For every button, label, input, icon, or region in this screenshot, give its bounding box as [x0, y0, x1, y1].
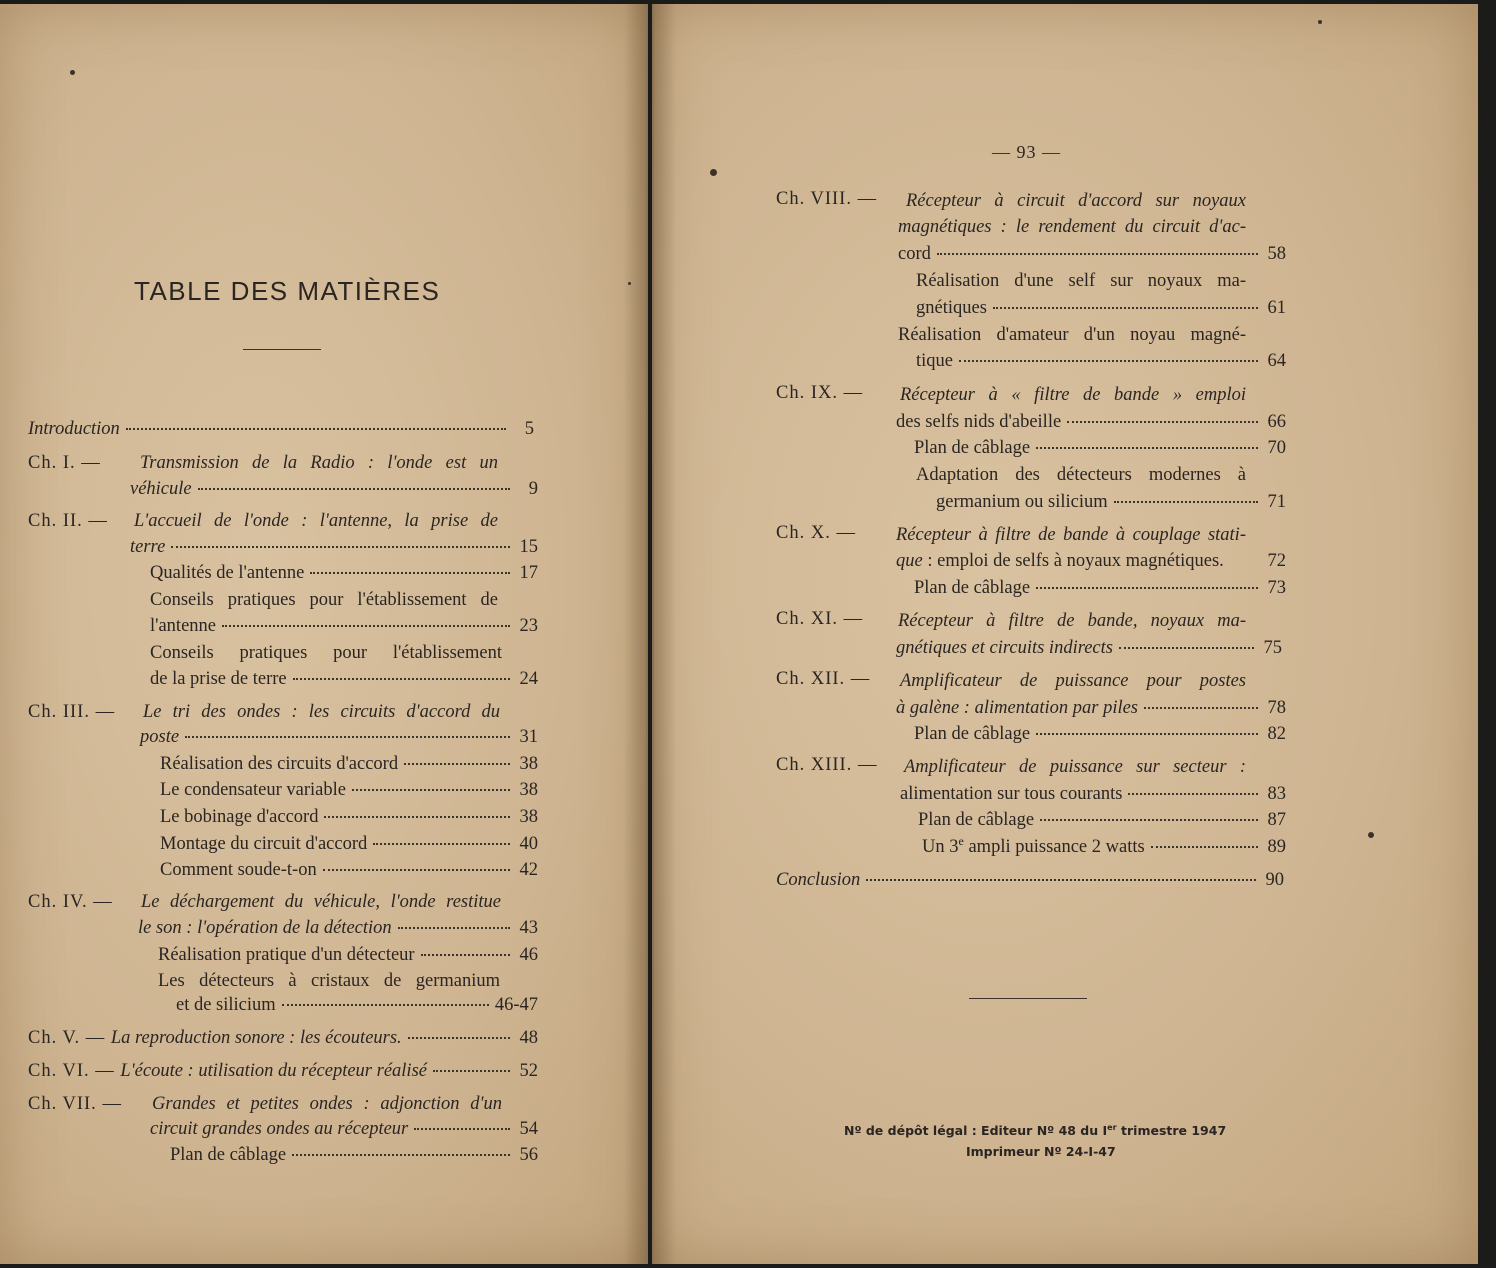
dot-leader	[1128, 793, 1258, 795]
page-ref: 58	[1267, 244, 1286, 264]
toc-subentry	[160, 804, 538, 830]
entry-label: Plan de câblage	[914, 724, 1031, 744]
toc-entry-ch4	[138, 915, 538, 941]
page-ref: 66	[1267, 412, 1286, 432]
chapter-title-line: L'accueil de l'onde : l'antenne, la prise de	[134, 511, 498, 531]
em-dash: —	[843, 609, 864, 629]
page-ref: 70	[1267, 438, 1286, 458]
chapter-title-line: Le déchargement du véhicule, l'onde restitue	[141, 892, 501, 912]
em-dash: —	[836, 523, 856, 543]
toc-entry-ch7	[150, 1116, 538, 1142]
subentry-line: Adaptation des détecteurs modernes à	[916, 465, 1246, 485]
dot-leader	[1067, 421, 1258, 423]
dot-leader	[323, 869, 510, 871]
entry-label	[922, 834, 1145, 860]
chapter-num-text: Ch. VI.	[28, 1061, 90, 1081]
entry-label	[896, 548, 1224, 574]
entry-label: Introduction	[28, 419, 120, 439]
toc-entry-ch8	[898, 241, 1286, 267]
entry-label: L'écoute : utilisation du récepteur réalisé	[120, 1061, 427, 1081]
em-dash: —	[85, 1028, 106, 1048]
page-ref: 5	[524, 419, 534, 439]
entry-label: Réalisation des circuits d'accord	[160, 754, 399, 774]
dot-leader	[222, 625, 510, 627]
page-ref: 15	[519, 537, 538, 557]
dot-leader	[1144, 707, 1258, 709]
dot-leader	[1040, 819, 1258, 821]
chapter-num-text: Ch. VIII.	[776, 189, 852, 209]
toc-subentry	[922, 834, 1286, 860]
chapter-num-text: Ch. XI.	[776, 609, 838, 629]
left-page	[0, 4, 648, 1264]
dot-leader	[198, 488, 510, 490]
entry-label: Comment soude-t-on	[160, 860, 317, 880]
dot-leader	[993, 307, 1258, 309]
dot-leader	[185, 736, 510, 738]
dot-leader	[373, 843, 510, 845]
chapter-title-line: magnétiques : le rendement du circuit d'ac-	[898, 217, 1246, 237]
toc-entry-ch11	[896, 635, 1282, 661]
toc-subentry	[170, 1142, 538, 1168]
toc-entry-ch6	[28, 1058, 538, 1084]
dot-leader	[171, 546, 510, 548]
page-ref: 31	[519, 727, 538, 747]
toc-entry-ch9	[896, 409, 1286, 435]
toc-subentry	[914, 575, 1286, 601]
page-ref: 23	[519, 616, 538, 636]
chapter-number	[776, 380, 863, 406]
dot-leader	[866, 879, 1256, 881]
toc-subentry	[916, 295, 1286, 321]
toc-subentry	[160, 831, 538, 857]
chapter-num-text: Ch. XIII.	[776, 755, 853, 775]
legal-text: Nº de dépôt légal : Editeur Nº 48 du I	[844, 1123, 1108, 1138]
toc-entry-introduction	[28, 416, 534, 442]
dot-leader	[1119, 647, 1254, 649]
entry-label: circuit grandes ondes au récepteur	[150, 1119, 409, 1139]
chapter-number	[776, 186, 877, 212]
toc-subentry	[150, 666, 538, 692]
entry-label: l'antenne	[150, 616, 216, 636]
page-ref: 73	[1267, 578, 1286, 598]
page-ref: 90	[1265, 870, 1284, 890]
spine-shadow	[624, 4, 646, 1264]
page-ref: 75	[1263, 638, 1282, 658]
em-dash: —	[857, 189, 878, 209]
entry-label: tique	[916, 351, 953, 371]
subentry-line: Conseils pratiques pour l'établissement de	[150, 590, 498, 610]
toc-subentry	[936, 489, 1286, 515]
toc-subentry	[160, 857, 538, 883]
em-dash: —	[95, 702, 116, 722]
dot-leader	[414, 1128, 510, 1130]
paper-speck	[628, 282, 631, 285]
chapter-title-line: Amplificateur de puissance sur secteur :	[904, 757, 1246, 777]
entry-label: des selfs nids d'abeille	[896, 412, 1062, 432]
toc-entry-ch12	[896, 695, 1286, 721]
chapter-num-text: Ch. X.	[776, 523, 831, 543]
entry-label: Plan de câblage	[170, 1145, 287, 1165]
chapter-number	[776, 606, 863, 632]
chapter-number	[28, 450, 101, 476]
page-ref: 61	[1267, 298, 1286, 318]
dot-leader	[293, 678, 510, 680]
toc-entry-ch1	[130, 476, 538, 502]
dot-leader	[126, 428, 506, 430]
chapter-title-line: Transmission de la Radio : l'onde est un	[140, 453, 498, 473]
dot-leader	[408, 1037, 510, 1039]
subentry-line: Conseils pratiques pour l'établissement	[150, 643, 502, 663]
dot-leader	[352, 789, 510, 791]
chapter-title-line: Amplificateur de puissance pour postes	[900, 671, 1246, 691]
chapter-title-line: Récepteur à filtre de bande à couplage stati-	[896, 525, 1246, 545]
page-ref: 38	[519, 807, 538, 827]
entry-label: cord	[898, 244, 931, 264]
page-ref: 82	[1267, 724, 1286, 744]
entry-label: Le bobinage d'accord	[160, 807, 319, 827]
page-ref: 78	[1267, 698, 1286, 718]
entry-label: à galène : alimentation par piles	[896, 698, 1139, 718]
chapter-number	[28, 699, 115, 725]
em-dash: —	[850, 669, 871, 689]
page-ref: 64	[1267, 351, 1286, 371]
end-rule	[969, 998, 1087, 999]
page-ref: 24	[519, 669, 538, 689]
chapter-number	[28, 1091, 122, 1117]
chapter-num-text: Ch. V.	[28, 1028, 81, 1048]
superscript: e	[958, 833, 964, 848]
page-ref: 89	[1267, 837, 1286, 857]
entry-label: et de silicium	[176, 995, 276, 1015]
dot-leader	[1036, 447, 1258, 449]
page-ref: 38	[519, 754, 538, 774]
em-dash: —	[88, 511, 108, 531]
toc-subentry	[158, 942, 538, 968]
chapter-num-text: Ch. IX.	[776, 383, 838, 403]
page-ref: 43	[519, 918, 538, 938]
toc-subentry	[918, 807, 1286, 833]
toc-subentry	[150, 560, 538, 586]
dot-leader	[310, 572, 510, 574]
toc-subentry	[160, 777, 538, 803]
dot-leader	[398, 927, 510, 929]
dot-leader	[421, 954, 510, 956]
entry-label: Plan de câblage	[918, 810, 1035, 830]
page-ref: 46-47	[494, 995, 538, 1015]
chapter-title-line: Le tri des ondes : les circuits d'accord du	[143, 702, 500, 722]
dot-leader	[937, 253, 1258, 255]
entry-label: La reproduction sonore : les écouteurs.	[110, 1028, 402, 1048]
entry-label-italic: que	[896, 551, 923, 571]
page-ref: 40	[519, 834, 538, 854]
page-ref: 48	[519, 1028, 538, 1048]
dot-leader	[1151, 846, 1258, 848]
entry-label: germanium ou silicium	[936, 492, 1108, 512]
chapter-num-text: Ch. XII.	[776, 669, 846, 689]
printer-line: Imprimeur Nº 24-I-47	[966, 1144, 1116, 1159]
page-ref: 42	[519, 860, 538, 880]
toc-entry-ch5	[28, 1025, 538, 1051]
chapter-number	[28, 508, 108, 534]
chapter-title-line: Récepteur à filtre de bande, noyaux ma-	[898, 611, 1246, 631]
spine-shadow	[654, 4, 676, 1264]
subentry-line: Réalisation d'amateur d'un noyau magné-	[898, 325, 1246, 345]
entry-label: Plan de câblage	[914, 438, 1031, 458]
chapter-title-line: Récepteur à circuit d'accord sur noyaux	[906, 191, 1246, 211]
chapter-number	[28, 1025, 402, 1051]
page-ref: 83	[1267, 784, 1286, 804]
toc-subentry	[916, 348, 1286, 374]
chapter-number	[28, 889, 113, 915]
entry-label: Qualités de l'antenne	[150, 563, 305, 583]
dot-leader	[404, 763, 510, 765]
toc-subentry	[150, 613, 538, 639]
em-dash: —	[102, 1094, 122, 1114]
page-ref: 87	[1267, 810, 1286, 830]
chapter-number	[28, 1058, 427, 1084]
dot-leader	[433, 1070, 510, 1072]
em-dash: —	[93, 892, 113, 912]
page-ref: 54	[519, 1119, 538, 1139]
subentry-line: Les détecteurs à cristaux de germanium	[158, 971, 500, 991]
paper-speck	[1318, 20, 1322, 24]
em-dash: —	[857, 755, 878, 775]
dot-leader	[324, 816, 510, 818]
page-ref: 9	[528, 479, 538, 499]
toc-subentry	[914, 435, 1286, 461]
paper-speck	[710, 169, 717, 176]
chapter-number	[776, 752, 877, 778]
page-title: TABLE DES MATIÈRES	[134, 276, 441, 306]
chapter-title-line: Récepteur à « filtre de bande » emploi	[900, 385, 1246, 405]
page-ref: 72	[1267, 551, 1286, 571]
superscript: er	[1107, 1121, 1117, 1132]
entry-label: véhicule	[130, 479, 192, 499]
entry-label: gnétiques	[916, 298, 987, 318]
page-number: — 93 —	[992, 142, 1061, 162]
page-ref: 56	[519, 1145, 538, 1165]
toc-entry-ch3	[140, 724, 538, 750]
label-part: ampli puissance 2 watts	[963, 837, 1145, 857]
entry-label: poste	[140, 727, 180, 747]
toc-entry-ch2	[130, 534, 538, 560]
entry-label: Plan de câblage	[914, 578, 1031, 598]
legal-deposit-line	[844, 1123, 1226, 1138]
chapter-title-line: Grandes et petites ondes : adjonction d'un	[152, 1094, 502, 1114]
chapter-number	[776, 520, 856, 546]
entry-label: alimentation sur tous courants	[900, 784, 1123, 804]
dot-leader	[282, 1004, 489, 1006]
page-ref: 17	[519, 563, 538, 583]
dot-leader	[1114, 501, 1258, 503]
subentry-line: Réalisation d'une self sur noyaux ma-	[916, 271, 1246, 291]
paper-speck	[70, 70, 75, 75]
em-dash: —	[843, 383, 864, 403]
legal-text: trimestre 1947	[1116, 1123, 1227, 1138]
entry-label: Réalisation pratique d'un détecteur	[158, 945, 415, 965]
chapter-num-text: Ch. II.	[28, 511, 83, 531]
label-part: Un 3	[922, 837, 959, 857]
page-ref: 38	[519, 780, 538, 800]
chapter-num-text: Ch. IV.	[28, 892, 88, 912]
em-dash: —	[95, 1061, 115, 1081]
paper-speck	[1368, 832, 1374, 838]
toc-entry-ch13	[900, 781, 1286, 807]
dot-leader	[292, 1154, 510, 1156]
entry-label: Montage du circuit d'accord	[160, 834, 368, 854]
entry-label: le son : l'opération de la détection	[138, 918, 392, 938]
title-rule	[243, 349, 321, 350]
page-ref: 71	[1267, 492, 1286, 512]
page-ref: 52	[519, 1061, 538, 1081]
chapter-num-text: Ch. VII.	[28, 1094, 97, 1114]
dot-leader	[1036, 587, 1258, 589]
dot-leader	[959, 360, 1258, 362]
entry-label: terre	[130, 537, 166, 557]
dot-leader	[1036, 733, 1258, 735]
entry-label: Conclusion	[776, 870, 861, 890]
toc-subentry	[160, 751, 538, 777]
entry-label-roman: : emploi de selfs à noyaux magnétiques.	[922, 551, 1224, 571]
page-ref: 46	[519, 945, 538, 965]
toc-subentry	[914, 721, 1286, 747]
entry-label: gnétiques et circuits indirects	[896, 638, 1113, 658]
toc-entry-conclusion	[776, 867, 1284, 893]
entry-label: de la prise de terre	[150, 669, 287, 689]
entry-label: Le condensateur variable	[160, 780, 346, 800]
chapter-number	[776, 666, 870, 692]
toc-entry-ch10	[896, 548, 1286, 574]
toc-subentry	[176, 992, 538, 1018]
em-dash: —	[81, 453, 101, 473]
chapter-num-text: Ch. III.	[28, 702, 90, 722]
chapter-num-text: Ch. I.	[28, 453, 76, 473]
